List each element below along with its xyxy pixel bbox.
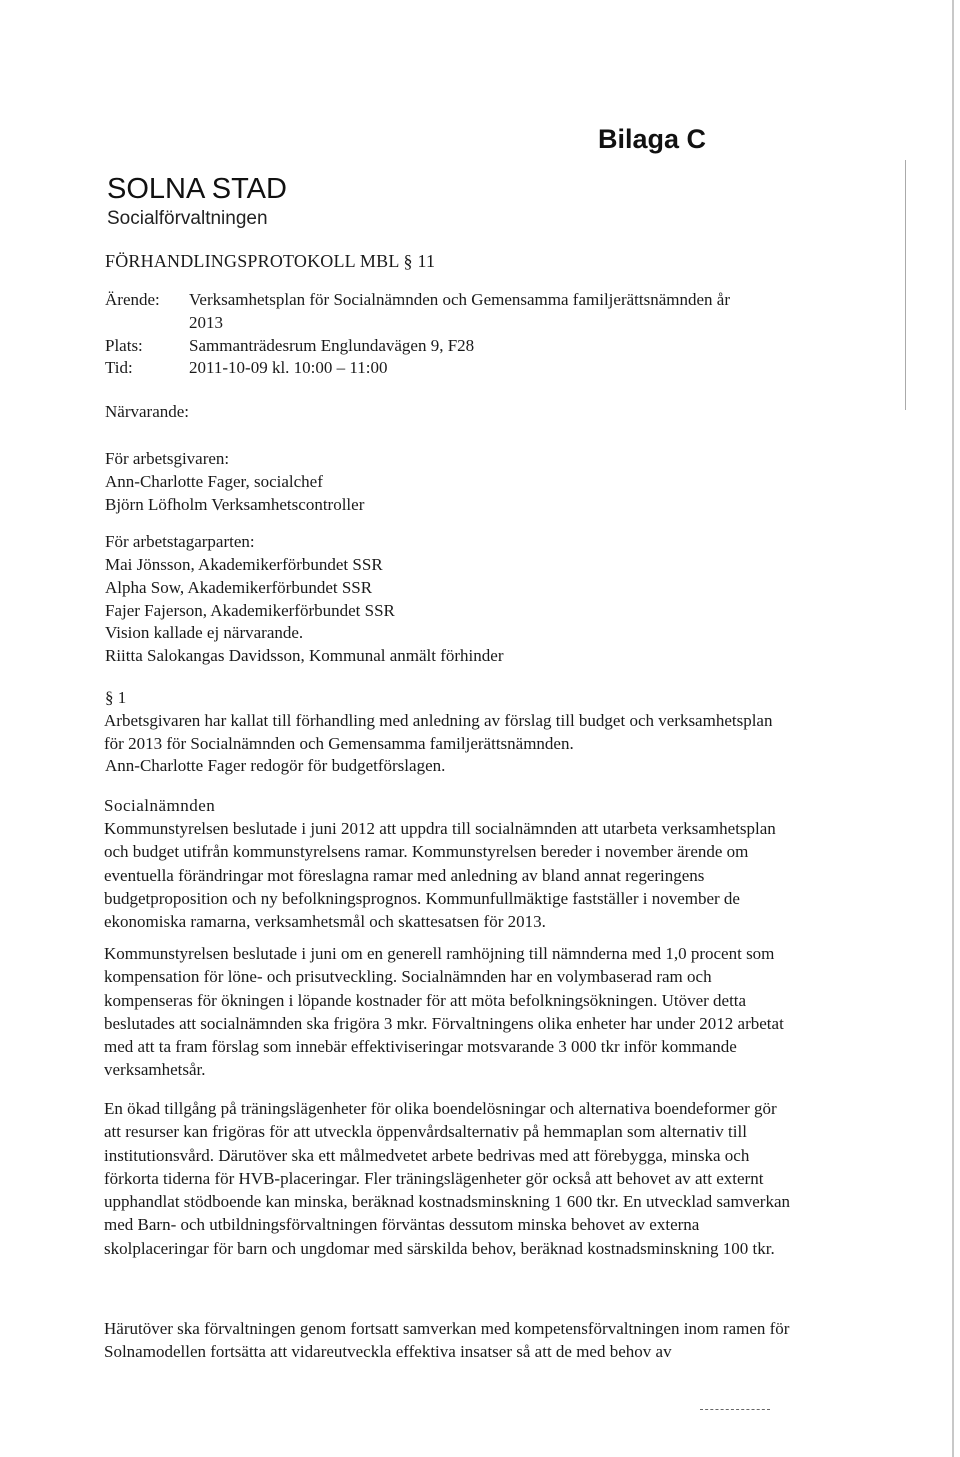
plats-label: Plats: <box>105 336 143 355</box>
arende-label: Ärende: <box>105 290 160 309</box>
attendee: Vision kallade ej närvarande. <box>105 623 304 642</box>
tid-value: 2011-10-09 kl. 10:00 – 11:00 <box>189 358 388 377</box>
section-1-label: § 1 <box>105 688 127 707</box>
socialnamnden-heading: Socialnämnden <box>104 796 216 815</box>
attendee: Fajer Fajerson, Akademikerförbundet SSR <box>105 601 395 620</box>
scan-margin-line <box>905 160 906 410</box>
arende-value: Verksamhetsplan för Socialnämnden och Gemensamma familjerättsnämnden år <box>189 290 730 309</box>
scan-edge-line <box>952 0 954 1457</box>
tid-label: Tid: <box>105 358 133 377</box>
section-1-text: Arbetsgivaren har kallat till förhandling med anledning av förslag till budget och verksamhetsplan för 2013 för Socialnämnden och Gemensamma familjerättsnämnden. <box>104 711 773 754</box>
attendee: Alpha Sow, Akademikerförbundet SSR <box>105 578 373 597</box>
attendee: Björn Löfholm Verksamhetscontroller <box>105 495 365 514</box>
arende-value-cont: 2013 <box>189 313 223 332</box>
paragraph-2: Kommunstyrelsen beslutade i juni om en generell ramhöjning till nämnderna med 1,0 procent som kompensation för löne- och prisutveckling. Socialnämnden har en volymbaserad ram och kompenseras för ökningen i löpande kostnader för att möta befolkningsökningen. Utöver detta beslutades att socialnämnden ska frigöra 3 mkr. Förvaltningens olika enheter har under 2012 arbetat med att ta fram förslag som innebär effektiviseringar motsvarande 3 000 tkr inför kommande verksamhetsår. <box>104 944 784 1080</box>
attendee: Riitta Salokangas Davidsson, Kommunal anmält förhinder <box>105 646 504 665</box>
attendee: Ann-Charlotte Fager, socialchef <box>105 472 323 491</box>
section-1-text-2: Ann-Charlotte Fager redogör för budgetförslagen. <box>105 756 446 775</box>
department-name: Socialförvaltningen <box>107 208 268 229</box>
narvarande-label: Närvarande: <box>105 402 190 421</box>
paragraph-4: Härutöver ska förvaltningen genom fortsatt samverkan med kompetensförvaltningen inom ramen för Solnamodellen fortsätta att vidareutveckla effektiva insatser så att de med behov av <box>104 1319 790 1362</box>
plats-value: Sammanträdesrum Englundavägen 9, F28 <box>189 336 475 355</box>
employee-heading: För arbetstagarparten: <box>105 532 255 551</box>
organization-name: SOLNA STAD <box>107 173 287 205</box>
document-title: FÖRHANDLINGSPROTOKOLL MBL § 11 <box>105 251 436 271</box>
attendee: Mai Jönsson, Akademikerförbundet SSR <box>105 555 383 574</box>
paragraph-1: Kommunstyrelsen beslutade i juni 2012 att uppdra till socialnämnden att utarbeta verksamhetsplan och budget utifrån kommunstyrelsens ramar. Kommunstyrelsen bereder i november ärende om eventuella förändringar mot föreslagna ramar med anledning av bland annat regeringens budgetproposition och ny befolkningsprognos. Kommunfullmäktige fastställer i november de ekonomiska ramarna, verksamhetsmål och skattesatsen för 2013. <box>104 819 776 932</box>
appendix-label: Bilaga C <box>598 124 707 154</box>
footer-dash <box>700 1409 770 1410</box>
employer-heading: För arbetsgivaren: <box>105 449 230 468</box>
paragraph-3: En ökad tillgång på träningslägenheter för olika boendelösningar och alternativa boendeformer gör att resurser kan frigöras för att utveckla öppenvårdsalternativ på hemmaplan som alternativ till institutionsvård. Därutöver ska ett målmedvetet arbete bedrivas med att förebygga, minska och förkorta tiderna för HVB-placeringar. Fler träningslägenheter gör också att behovet av att externt upphandlat stödboende kan minska, beräknad kostnadsminskning 1 600 tkr. En utvecklad samverkan med Barn- och utbildningsförvaltningen förväntas dessutom minska behovet av externa skolplaceringar för barn och ungdomar med särskilda behov, beräknad kostnadsminskning 100 tkr. <box>104 1099 791 1258</box>
